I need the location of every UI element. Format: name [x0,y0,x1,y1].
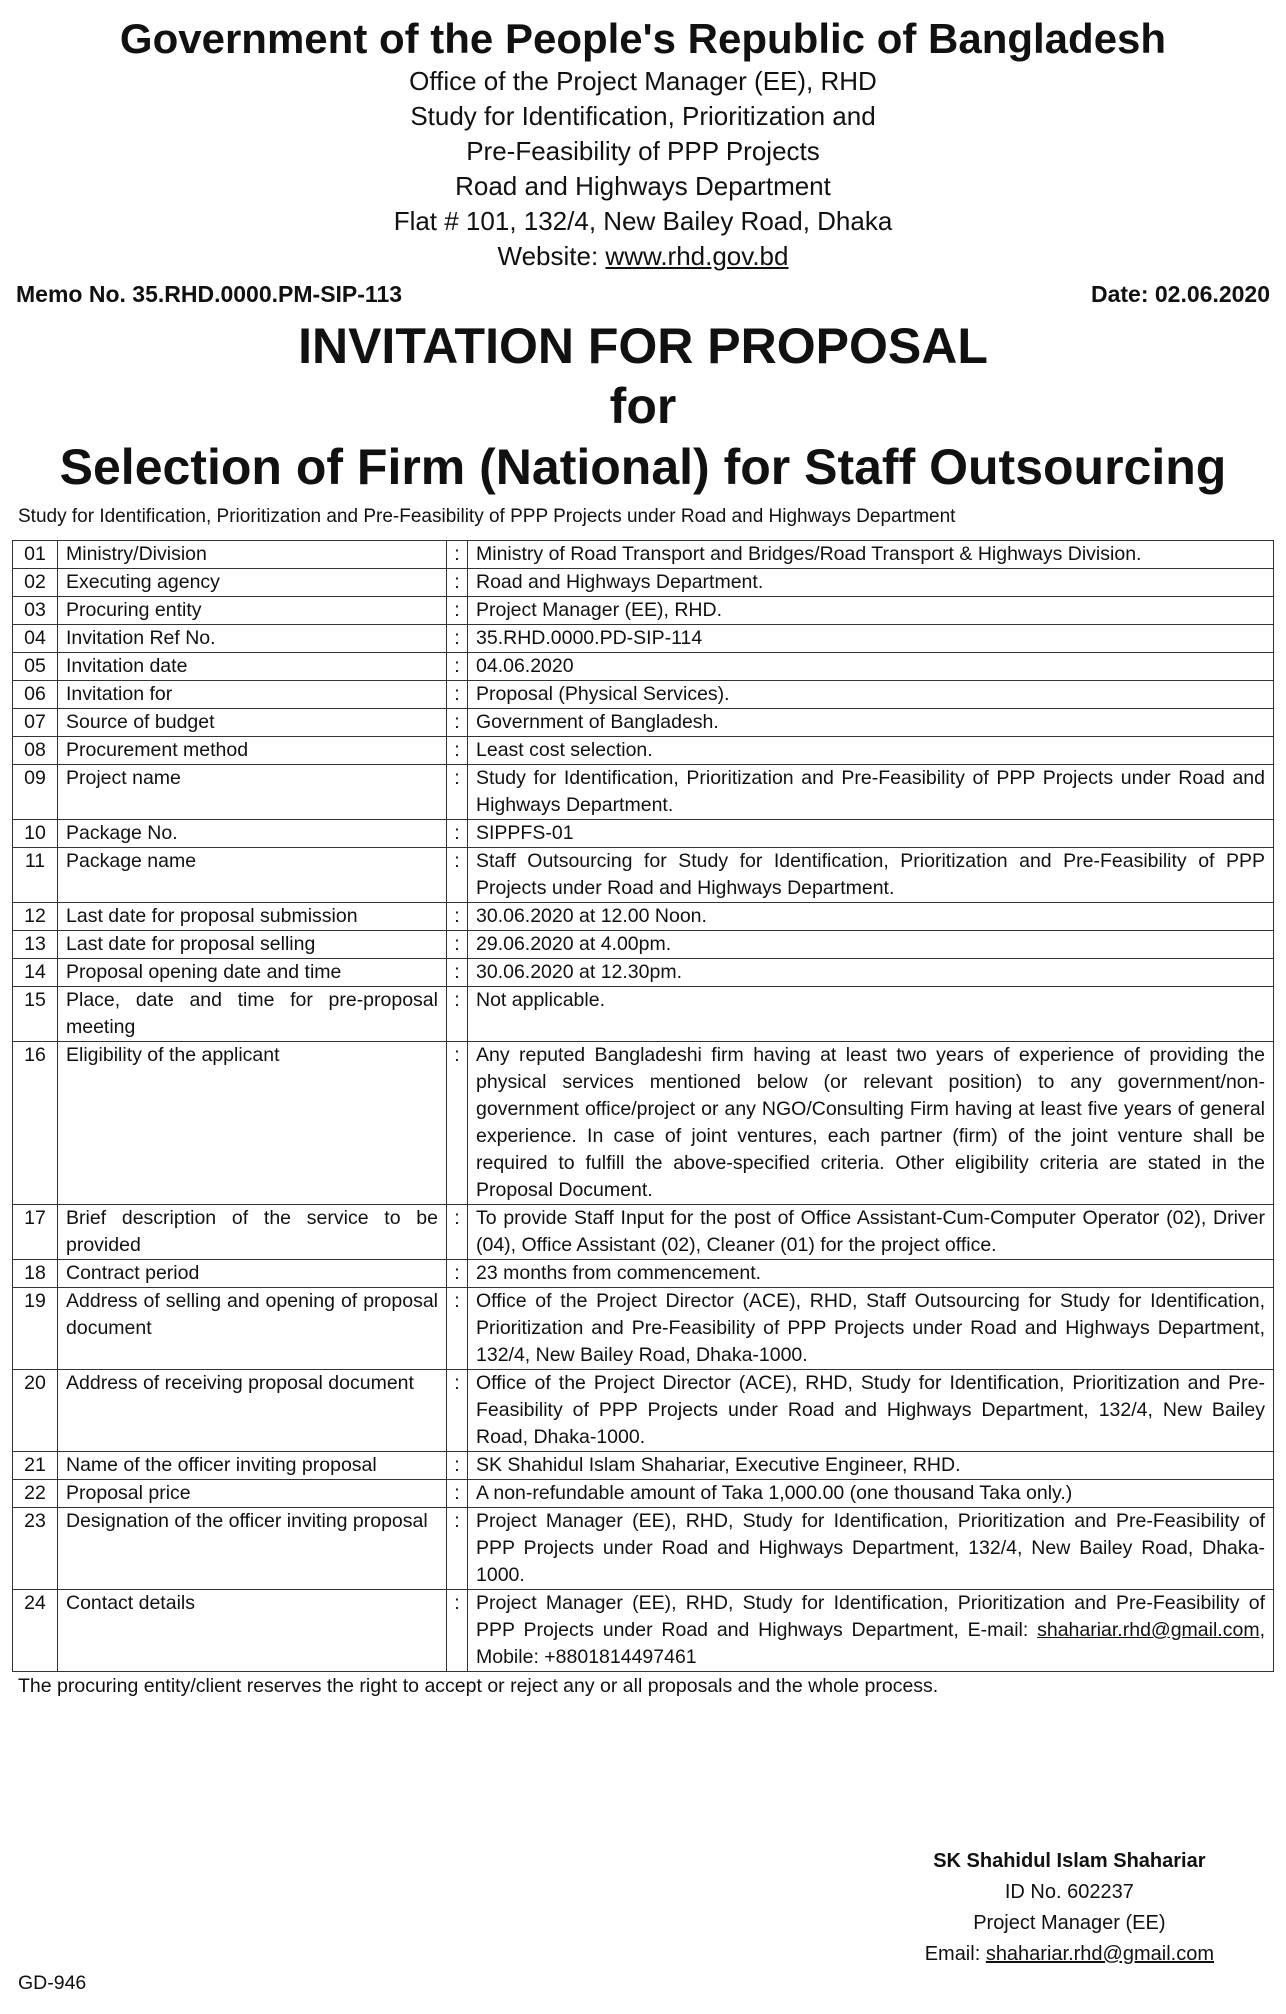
row-label: Procuring entity [58,597,447,625]
row-colon: : [447,903,468,931]
row-number: 02 [13,569,58,597]
row-number: 16 [13,1042,58,1205]
signatory-id: ID No. 602237 [1004,1881,1134,1903]
table-row [13,1042,1274,1205]
table-row [13,597,1274,625]
row-number: 10 [13,820,58,848]
study-line-2: Pre-Feasibility of PPP Projects [466,136,820,166]
table-row [13,848,1274,903]
row-number: 08 [13,737,58,765]
study-description: Study for Identification, Prioritization and Pre-Feasibility of PPP Projects under Road and Highways Department [18,506,956,527]
table-row [13,737,1274,765]
table-row [13,1370,1274,1452]
row-value: Office of the Project Director (ACE), RHD, Staff Outsourcing for Study for Identification, Prioritization and Pre-Feasibility of PPP Projects under Road and Highways Department, 132/4, New Bailey Road, Dhaka-1000. [468,1288,1274,1370]
row-value: Proposal (Physical Services). [468,681,1274,709]
website-line [0,239,1286,274]
contact-mobile: , Mobile: +8801814497461 [476,1619,1265,1668]
signatory-email-link[interactable]: shahariar.rhd@gmail.com [985,1943,1214,1965]
row-colon: : [447,765,468,820]
row-label: Proposal opening date and time [58,959,447,987]
row-label: Invitation date [58,653,447,681]
row-value: SK Shahidul Islam Shahariar, Executive Engineer, RHD. [468,1452,1274,1480]
row-colon: : [447,597,468,625]
document-title-for: for [609,378,677,434]
row-number: 17 [13,1205,58,1260]
row-colon: : [447,1042,468,1205]
row-colon: : [447,820,468,848]
row-value: 29.06.2020 at 4.00pm. [468,931,1274,959]
table-row [13,1508,1274,1590]
row-number: 20 [13,1370,58,1452]
row-number: 01 [13,541,58,569]
row-value: Ministry of Road Transport and Bridges/Road Transport & Highways Division. [468,541,1274,569]
row-value: SIPPFS-01 [468,820,1274,848]
row-colon: : [447,1480,468,1508]
row-label: Name of the officer inviting proposal [58,1452,447,1480]
row-colon: : [447,1288,468,1370]
table-row [13,1260,1274,1288]
table-row [13,931,1274,959]
row-colon: : [447,1205,468,1260]
row-label: Project name [58,765,447,820]
row-colon: : [447,653,468,681]
table-row [13,709,1274,737]
table-row [13,987,1274,1042]
table-row [13,541,1274,569]
table-row [13,1590,1274,1672]
row-value: Project Manager (EE), RHD, Study for Identification, Prioritization and Pre-Feasibility of PPP Projects under Road and Highways Department, 132/4, New Bailey Road, Dhaka-1000. [468,1508,1274,1590]
row-number: 22 [13,1480,58,1508]
table-row [13,1452,1274,1480]
row-colon: : [447,625,468,653]
row-label: Source of budget [58,709,447,737]
row-colon: : [447,541,468,569]
row-colon: : [447,848,468,903]
row-number: 13 [13,931,58,959]
contact-text: Project Manager (EE), RHD, Study for Identification, Prioritization and Pre-Feasibility of PPP Projects under Road and Highways Department, E-mail: [476,1592,1265,1641]
row-value: 23 months from commencement. [468,1260,1274,1288]
row-number: 23 [13,1508,58,1590]
table-row [13,903,1274,931]
row-label: Procurement method [58,737,447,765]
row-colon: : [447,569,468,597]
row-colon: : [447,959,468,987]
row-number: 06 [13,681,58,709]
table-row [13,1288,1274,1370]
row-label: Address of selling and opening of proposal document [58,1288,447,1370]
row-value: Least cost selection. [468,737,1274,765]
row-number: 12 [13,903,58,931]
document-subtitle: Selection of Firm (National) for Staff Outsourcing [59,439,1227,495]
row-number: 24 [13,1590,58,1672]
row-value: Any reputed Bangladeshi firm having at least two years of experience of providing the physical services mentioned below (or relevant position) to any government/non-government office/project or any NGO/Consulting Firm having at least five years of general experience. In case of joint ventures, each partner (firm) of the joint venture shall be required to fulfill the above-specified criteria. Other eligibility criteria are stated in the Proposal Document. [468,1042,1274,1205]
row-number: 14 [13,959,58,987]
row-label: Last date for proposal submission [58,903,447,931]
row-colon: : [447,1260,468,1288]
proposal-details-table [12,540,1274,1672]
email-label: Email: [924,1943,986,1965]
row-label: Invitation Ref No. [58,625,447,653]
row-colon: : [447,1452,468,1480]
signatory-name: SK Shahidul Islam Shahariar [933,1850,1206,1872]
row-label: Contract period [58,1260,447,1288]
row-number: 11 [13,848,58,903]
table-row [13,653,1274,681]
row-label: Last date for proposal selling [58,931,447,959]
row-number: 05 [13,653,58,681]
row-value: Government of Bangladesh. [468,709,1274,737]
website-label: Website: [497,241,606,271]
row-value: 35.RHD.0000.PD-SIP-114 [468,625,1274,653]
row-label: Eligibility of the applicant [58,1042,447,1205]
row-number: 18 [13,1260,58,1288]
row-colon: : [447,1590,468,1672]
row-label: Address of receiving proposal document [58,1370,447,1452]
row-label: Contact details [58,1590,447,1672]
table-row [13,765,1274,820]
department-name: Road and Highways Department [455,171,831,201]
contact-email-link[interactable]: shahariar.rhd@gmail.com [1037,1619,1260,1641]
table-row [13,959,1274,987]
table-row [13,1480,1274,1508]
row-colon: : [447,987,468,1042]
study-line-1: Study for Identification, Prioritization and [410,101,876,131]
table-row [13,820,1274,848]
table-row [13,569,1274,597]
row-label: Package name [58,848,447,903]
row-value: 04.06.2020 [468,653,1274,681]
row-label: Place, date and time for pre-proposal meeting [58,987,447,1042]
signature-block [925,1846,1214,1970]
row-value: Project Manager (EE), RHD. [468,597,1274,625]
row-number: 09 [13,765,58,820]
row-number: 15 [13,987,58,1042]
office-address: Flat # 101, 132/4, New Bailey Road, Dhaka [393,206,893,236]
reservation-note: The procuring entity/client reserves the right to accept or reject any or all proposals and the whole process. [18,1675,939,1697]
table-row [13,625,1274,653]
row-label: Ministry/Division [58,541,447,569]
row-value: To provide Staff Input for the post of Office Assistant-Cum-Computer Operator (02), Driver (04), Office Assistant (02), Cleaner (01) for the project office. [468,1205,1274,1260]
signatory-designation: Project Manager (EE) [973,1912,1166,1934]
row-value: 30.06.2020 at 12.30pm. [468,959,1274,987]
memo-number: Memo No. 35.RHD.0000.PM-SIP-113 [16,280,403,307]
memo-date: Date: 02.06.2020 [1090,280,1270,307]
row-label: Brief description of the service to be provided [58,1205,447,1260]
row-number: 03 [13,597,58,625]
government-title: Government of the People's Republic of Bangladesh [119,15,1167,62]
row-label: Package No. [58,820,447,848]
row-number: 07 [13,709,58,737]
row-colon: : [447,709,468,737]
row-label: Designation of the officer inviting proposal [58,1508,447,1590]
row-value: Office of the Project Director (ACE), RHD, Study for Identification, Prioritization and Pre-Feasibility of PPP Projects under Road and Highways Department, 132/4, New Bailey Road, Dhaka-1000. [468,1370,1274,1452]
row-value: Study for Identification, Prioritization and Pre-Feasibility of PPP Projects under Road and Highways Department. [468,765,1274,820]
row-label: Executing agency [58,569,447,597]
gd-number: GD-946 [18,1972,87,1994]
row-label: Invitation for [58,681,447,709]
row-number: 04 [13,625,58,653]
row-colon: : [447,1508,468,1590]
row-value: 30.06.2020 at 12.00 Noon. [468,903,1274,931]
website-link[interactable]: www.rhd.gov.bd [605,241,789,271]
office-name: Office of the Project Manager (EE), RHD [409,66,877,96]
row-colon: : [447,737,468,765]
document-title: INVITATION FOR PROPOSAL [298,318,988,374]
row-value: Not applicable. [468,987,1274,1042]
signatory-email-line [925,1939,1214,1970]
row-value: Staff Outsourcing for Study for Identification, Prioritization and Pre-Feasibility of PPP Projects under Road and Highways Department. [468,848,1274,903]
letterhead [0,14,1286,274]
row-label: Proposal price [58,1480,447,1508]
row-number: 19 [13,1288,58,1370]
table-row [13,681,1274,709]
row-colon: : [447,1370,468,1452]
row-value: A non-refundable amount of Taka 1,000.00 (one thousand Taka only.) [468,1480,1274,1508]
table-row [13,1205,1274,1260]
row-value [468,1590,1274,1672]
row-colon: : [447,931,468,959]
row-number: 21 [13,1452,58,1480]
row-value: Road and Highways Department. [468,569,1274,597]
memo-row [0,276,1286,312]
row-colon: : [447,681,468,709]
